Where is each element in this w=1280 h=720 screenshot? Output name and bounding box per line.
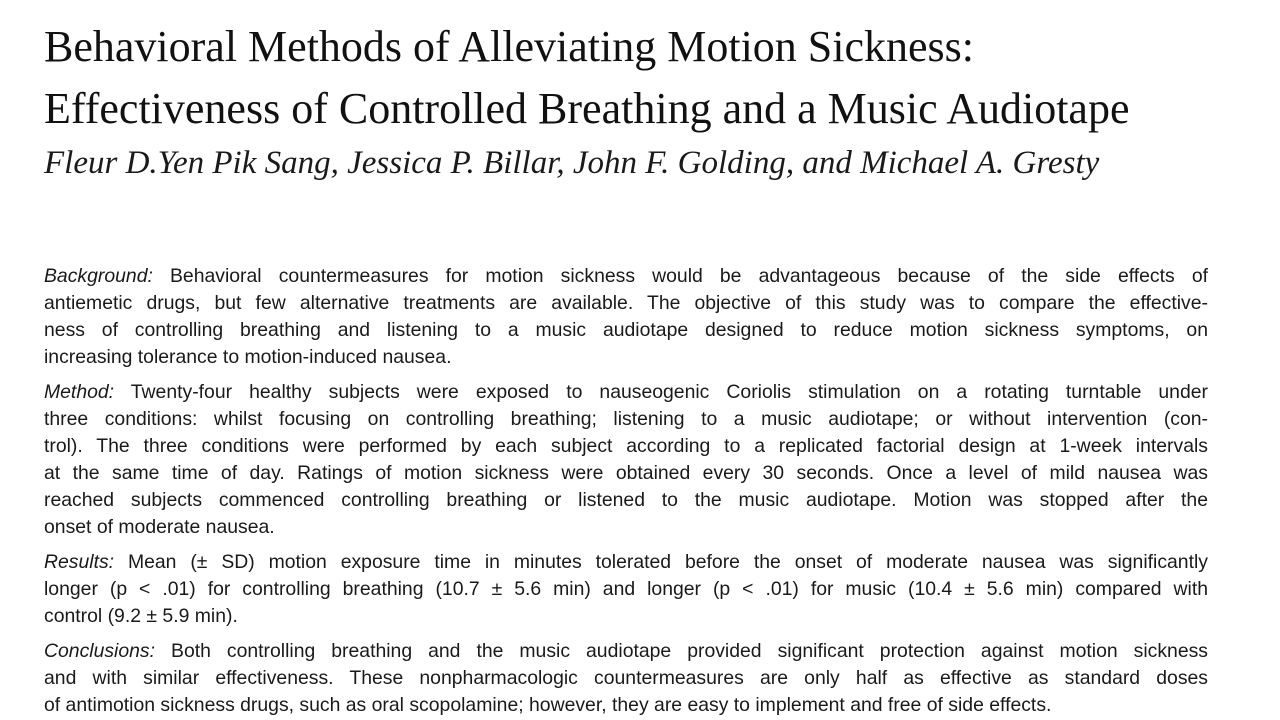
results-line-1 <box>44 549 1208 576</box>
results-line-3: control (9.2 ± 5.9 min). <box>44 605 238 627</box>
background-line-3: ness of controlling breathing and listening to a music audiotape designed to reduce motion sickness symptoms, on <box>44 319 1208 341</box>
abstract-results <box>44 549 1208 630</box>
method-line-2: three conditions: whilst focusing on controlling breathing; listening to a music audiotape; or without intervention (con- <box>44 408 1208 430</box>
background-line-2: antiemetic drugs, but few alternative treatments are available. The objective of this study was to compare the effective- <box>44 292 1208 314</box>
background-label: Background: <box>44 265 153 287</box>
results-text-1: Mean (± SD) motion exposure time in minutes tolerated before the onset of moderate nausea was significantly <box>127 551 1208 573</box>
conclusions-line-3: of antimotion sickness drugs, such as oral scopolamine; however, they are easy to implement and free of side effects. <box>44 694 1052 716</box>
abstract <box>44 263 1208 720</box>
method-line-1 <box>44 379 1208 406</box>
background-line-4: increasing tolerance to motion-induced nausea. <box>44 346 452 368</box>
abstract-background <box>44 263 1208 371</box>
results-line-2: longer (p < .01) for controlling breathing (10.7 ± 5.6 min) and longer (p < .01) for music (10.4 ± 5.6 min) compared with <box>44 578 1208 600</box>
background-line-1 <box>44 263 1208 290</box>
method-text-1: Twenty-four healthy subjects were exposed to nauseogenic Coriolis stimulation on a rotating turntable under <box>130 381 1208 403</box>
method-label: Method: <box>44 381 115 403</box>
conclusions-line-1 <box>44 638 1208 665</box>
abstract-method <box>44 379 1208 541</box>
method-line-3: trol). The three conditions were performed by each subject according to a replicated factorial design at 1-week intervals <box>44 435 1208 457</box>
results-label: Results: <box>44 551 115 573</box>
conclusions-line-2: and with similar effectiveness. These nonpharmacologic countermeasures are only half as effective as standard doses <box>44 667 1208 689</box>
author-list: Fleur D.Yen Pik Sang, Jessica P. Billar, John F. Golding, and Michael A. Gresty <box>44 145 1100 181</box>
title-line-1: Behavioral Methods of Alleviating Motion Sickness: <box>44 22 975 71</box>
paper-title <box>44 16 1244 140</box>
method-line-5: reached subjects commenced controlling breathing or listened to the music audiotape. Motion was stopped after the <box>44 489 1208 511</box>
title-line-2: Effectiveness of Controlled Breathing and a Music Audiotape <box>44 84 1130 133</box>
method-line-4: at the same time of day. Ratings of motion sickness were obtained every 30 seconds. Once a level of mild nausea was <box>44 462 1208 484</box>
method-line-6: onset of moderate nausea. <box>44 516 275 538</box>
conclusions-text-1: Both controlling breathing and the music audiotape provided significant protection against motion sickness <box>171 640 1208 662</box>
conclusions-label: Conclusions: <box>44 640 156 662</box>
abstract-conclusions <box>44 638 1208 719</box>
background-text-1: Behavioral countermeasures for motion sickness would be advantageous because of the side effects of <box>169 265 1208 287</box>
